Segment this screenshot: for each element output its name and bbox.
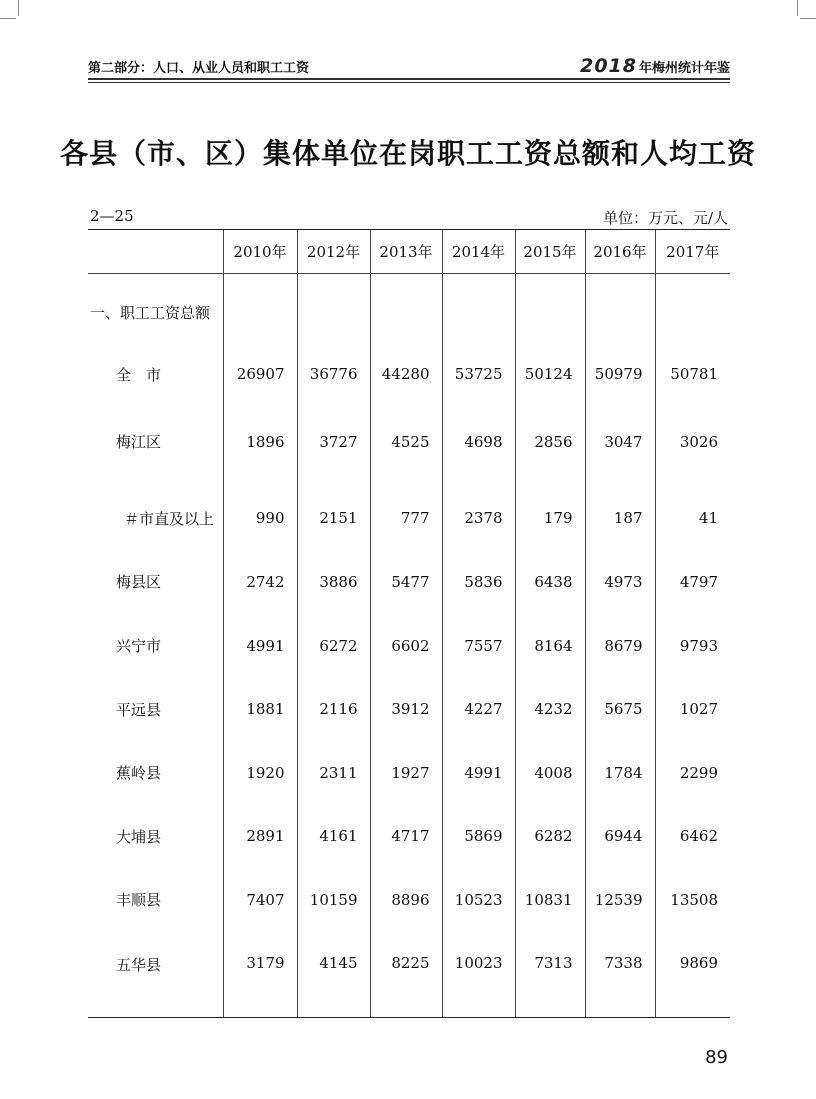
table-cell: 7557 xyxy=(442,614,515,678)
table-cell: 4991 xyxy=(223,614,297,678)
table-row xyxy=(88,397,730,487)
wage-table xyxy=(88,229,730,1018)
table-cell: 1027 xyxy=(655,678,730,741)
running-head-year: 2018 xyxy=(580,55,637,77)
table-cell: 4991 xyxy=(442,741,515,805)
row-label: 大埔县 xyxy=(116,827,162,846)
table-cell: 9869 xyxy=(655,932,730,1018)
column-header: 2013年 xyxy=(370,230,442,274)
table-cell: 4797 xyxy=(655,550,730,614)
table-cell: 2856 xyxy=(515,397,585,487)
table-cell: 26907 xyxy=(223,352,297,397)
row-label: 全 市 xyxy=(116,365,162,384)
table-cell: 4525 xyxy=(370,397,442,487)
table-cell: 4973 xyxy=(585,550,655,614)
crop-mark-top-right-horizontal xyxy=(800,18,816,19)
table-row xyxy=(88,868,730,932)
table-cell: 2299 xyxy=(655,741,730,805)
table-cell: 3727 xyxy=(297,397,370,487)
column-header: 2016年 xyxy=(585,230,655,274)
row-label: 丰顺县 xyxy=(116,891,162,909)
table-cell: 6462 xyxy=(655,805,730,868)
table-cell: 1920 xyxy=(223,741,297,805)
header-row xyxy=(88,230,730,274)
table-cell: 2311 xyxy=(297,741,370,805)
page-title: 各县（市、区）集体单位在岗职工工资总额和人均工资 xyxy=(59,137,756,170)
table-row xyxy=(88,741,730,805)
table-cell: 8896 xyxy=(370,868,442,932)
table-cell: 3912 xyxy=(370,678,442,741)
table-cell: 3179 xyxy=(223,932,297,1018)
table-cell: 2151 xyxy=(297,487,370,550)
header-corner xyxy=(88,230,223,274)
table-cell: 10831 xyxy=(515,868,585,932)
table-cell: 4145 xyxy=(297,932,370,1018)
table-cell: 9793 xyxy=(655,614,730,678)
table-cell: 4161 xyxy=(297,805,370,868)
table-cell: 10523 xyxy=(442,868,515,932)
running-head-rule-thin xyxy=(88,82,730,83)
table-cell: 44280 xyxy=(370,352,442,397)
table-cell: 10159 xyxy=(297,868,370,932)
table-cell: 10023 xyxy=(442,932,515,1018)
section-row xyxy=(88,274,730,352)
row-label: ＃市直及以上 xyxy=(124,509,215,528)
table-cell: 4698 xyxy=(442,397,515,487)
column-header: 2015年 xyxy=(515,230,585,274)
table-cell: 5836 xyxy=(442,550,515,614)
table-cell: 2742 xyxy=(223,550,297,614)
running-head-rule-thick xyxy=(88,78,730,80)
column-header: 2012年 xyxy=(297,230,370,274)
table-cell: 187 xyxy=(585,487,655,550)
row-label: 五华县 xyxy=(88,932,223,1018)
table-cell: 50781 xyxy=(655,352,730,397)
table-cell: 4717 xyxy=(370,805,442,868)
table-cell: 5477 xyxy=(370,550,442,614)
table-cell: 1881 xyxy=(223,678,297,741)
column-header: 2014年 xyxy=(442,230,515,274)
column-header: 2010年 xyxy=(223,230,297,274)
table-cell: 1784 xyxy=(585,741,655,805)
row-label: 兴宁市 xyxy=(116,637,162,655)
table-cell: 3886 xyxy=(297,550,370,614)
row-label: 蕉岭县 xyxy=(116,764,162,782)
table-cell: 4232 xyxy=(515,678,585,741)
table-cell: 53725 xyxy=(442,352,515,397)
table-cell: 3047 xyxy=(585,397,655,487)
table-cell: 7338 xyxy=(585,932,655,1018)
table-cell: 41 xyxy=(655,487,730,550)
table-cell: 13508 xyxy=(655,868,730,932)
running-head-section: 第二部分：人口、从业人员和职工工资 xyxy=(88,61,310,76)
running-head xyxy=(88,55,730,77)
crop-mark-top-right-vertical xyxy=(797,0,798,16)
table-cell: 2378 xyxy=(442,487,515,550)
table-row xyxy=(88,805,730,868)
table-cell: 6272 xyxy=(297,614,370,678)
table-cell: 8225 xyxy=(370,932,442,1018)
table-cell: 6282 xyxy=(515,805,585,868)
table-cell: 777 xyxy=(370,487,442,550)
table-cell: 2116 xyxy=(297,678,370,741)
table-cell: 5869 xyxy=(442,805,515,868)
table-cell: 6944 xyxy=(585,805,655,868)
table-row xyxy=(88,487,730,550)
row-label: 梅江区 xyxy=(116,433,162,451)
table-cell: 6602 xyxy=(370,614,442,678)
table-cell: 5675 xyxy=(585,678,655,741)
crop-mark-top-left-horizontal xyxy=(0,18,16,19)
table-cell: 7407 xyxy=(223,868,297,932)
table-row xyxy=(88,550,730,614)
table-cell: 179 xyxy=(515,487,585,550)
table-row xyxy=(88,614,730,678)
table-cell: 1896 xyxy=(223,397,297,487)
running-head-book xyxy=(580,55,730,77)
table-cell: 1927 xyxy=(370,741,442,805)
table-cell: 6438 xyxy=(515,550,585,614)
table-cell: 36776 xyxy=(297,352,370,397)
table-number: 2—25 xyxy=(90,207,134,225)
table-cell: 50979 xyxy=(585,352,655,397)
table-cell: 4227 xyxy=(442,678,515,741)
table-cell: 8164 xyxy=(515,614,585,678)
table-cell: 2891 xyxy=(223,805,297,868)
page-number: 89 xyxy=(705,1047,728,1068)
table-cell: 7313 xyxy=(515,932,585,1018)
unit-note: 单位：万元、元/人 xyxy=(602,209,728,227)
table-cell: 990 xyxy=(223,487,297,550)
row-label: 梅县区 xyxy=(116,573,162,591)
table-cell: 50124 xyxy=(515,352,585,397)
table-row xyxy=(88,932,730,1018)
table-cell: 8679 xyxy=(585,614,655,678)
table-cell: 3026 xyxy=(655,397,730,487)
column-header: 2017年 xyxy=(655,230,730,274)
running-head-book-title: 年梅州统计年鉴 xyxy=(638,61,730,76)
table-cell: 4008 xyxy=(515,741,585,805)
crop-mark-top-left-vertical xyxy=(18,0,19,16)
table-row xyxy=(88,678,730,741)
table-cell: 12539 xyxy=(585,868,655,932)
table-row xyxy=(88,352,730,397)
row-label: 平远县 xyxy=(116,700,162,719)
section-label: 一、职工工资总额 xyxy=(90,304,211,323)
